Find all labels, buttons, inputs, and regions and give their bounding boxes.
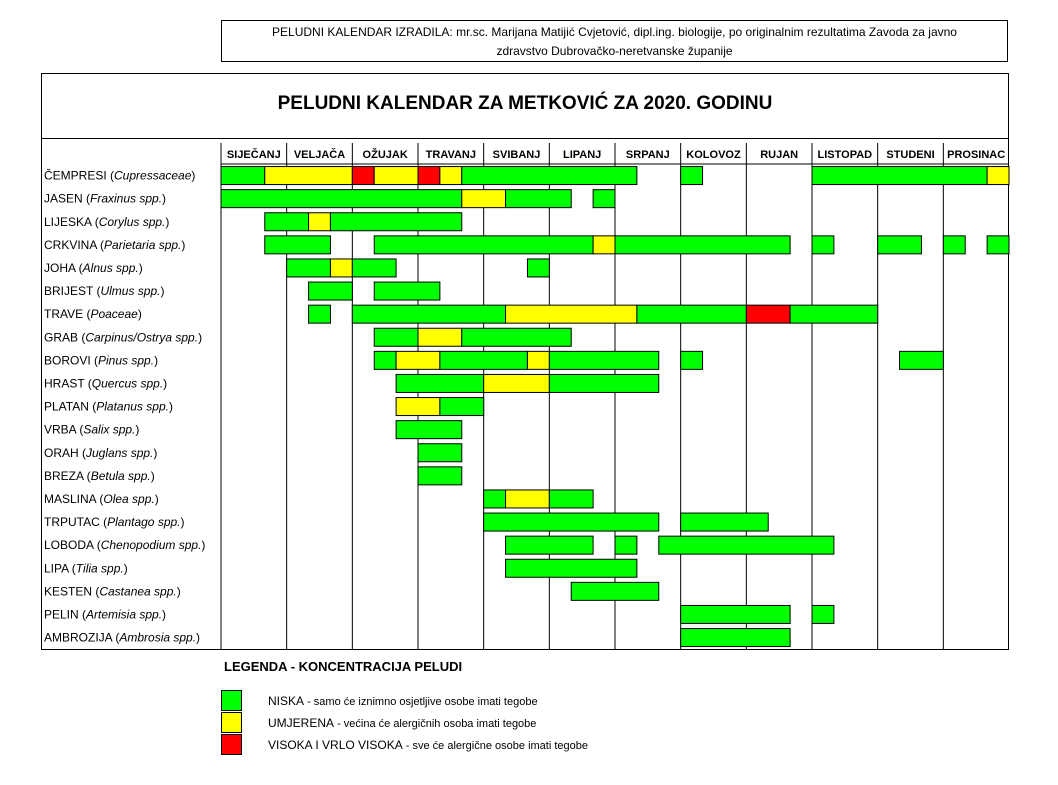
month-label: VELJAČA: [293, 149, 346, 161]
pollen-row-label: VRBA (Salix spp.): [44, 422, 140, 437]
pollen-bar-high: [746, 305, 790, 323]
pollen-row-label: JOHA (Alnus spp.): [44, 260, 143, 275]
pollen-bar-low: [681, 629, 790, 647]
pollen-bar-low: [309, 305, 331, 323]
pollen-bar-low: [352, 259, 396, 277]
pollen-bar-low: [812, 167, 987, 185]
legend-swatch-low: [221, 690, 242, 711]
pollen-bar-low: [462, 167, 637, 185]
month-label: TRAVANJ: [425, 149, 476, 161]
pollen-row-label: BRIJEST (Ulmus spp.): [44, 284, 165, 299]
month-label: KOLOVOZ: [686, 149, 741, 161]
pollen-bar-low: [681, 167, 703, 185]
legend-title: LEGENDA - KONCENTRACIJA PELUDI: [224, 659, 463, 674]
pollen-bar-moderate: [987, 167, 1009, 185]
pollen-row-label: TRAVE (Poaceae): [44, 307, 142, 322]
pollen-bar-low: [812, 605, 834, 623]
legend-item-low: [268, 694, 538, 708]
pollen-row-label: LOBODA (Chenopodium spp.): [44, 538, 206, 553]
pollen-bar-moderate: [527, 351, 549, 369]
pollen-bar-low: [418, 467, 462, 485]
pollen-bar-high: [352, 167, 374, 185]
pollen-bar-low: [440, 398, 484, 416]
legend-label-moderate: UMJERENA: [268, 716, 335, 730]
pollen-bar-low: [287, 259, 331, 277]
pollen-bar-low: [812, 236, 834, 254]
pollen-bar-low: [396, 421, 462, 439]
pollen-row-label: BOROVI (Pinus spp.): [44, 353, 159, 368]
pollen-bar-low: [221, 167, 265, 185]
pollen-bar-low: [615, 536, 637, 554]
legend-item-moderate: [268, 716, 536, 730]
pollen-bar-low: [943, 236, 965, 254]
pollen-row-label: BREZA (Betula spp.): [44, 468, 155, 483]
pollen-row-label: AMBROZIJA (Ambrosia spp.): [44, 630, 201, 645]
pollen-bar-low: [374, 282, 440, 300]
legend-label-low: NISKA: [268, 694, 305, 708]
pollen-bar-low: [549, 351, 658, 369]
pollen-bar-low: [527, 259, 549, 277]
month-label: LISTOPAD: [817, 149, 873, 161]
pollen-bar-moderate: [484, 374, 550, 392]
credit-line-2: zdravstvo Dubrovačko-neretvanske županije: [496, 44, 733, 58]
legend-item-high: [268, 738, 588, 752]
legend-desc-high: - sve će alergične osobe imati tegobe: [402, 740, 588, 752]
pollen-bar-low: [900, 351, 944, 369]
pollen-bar-low: [790, 305, 878, 323]
pollen-bar-moderate: [506, 305, 637, 323]
pollen-bar-moderate: [418, 328, 462, 346]
pollen-bar-moderate: [265, 167, 353, 185]
pollen-bar-low: [681, 513, 769, 531]
pollen-bar-low: [681, 605, 790, 623]
pollen-bar-moderate: [396, 351, 440, 369]
pollen-row-label: HRAST (Quercus spp.): [44, 376, 168, 391]
pollen-row-label: PELIN (Artemisia spp.): [44, 607, 167, 622]
legend-label-high: VISOKA I VRLO VISOKA: [268, 738, 403, 752]
month-label: OŽUJAK: [362, 149, 408, 161]
pollen-bar-moderate: [309, 213, 331, 231]
pollen-bar-moderate: [396, 398, 440, 416]
month-label: PROSINAC: [947, 149, 1006, 161]
pollen-bar-low: [374, 351, 396, 369]
pollen-bar-low: [506, 190, 572, 208]
month-label: STUDENI: [886, 149, 935, 161]
pollen-row-label: CRKVINA (Parietaria spp.): [44, 237, 186, 252]
legend-desc-moderate: - većina će alergičnih osoba imati tegobe: [334, 718, 537, 730]
pollen-row-label: ORAH (Juglans spp.): [44, 445, 158, 460]
pollen-bar-low: [506, 559, 637, 577]
pollen-bar-low: [330, 213, 461, 231]
pollen-bar-moderate: [462, 190, 506, 208]
pollen-bar-low: [878, 236, 922, 254]
pollen-bar-high: [418, 167, 440, 185]
pollen-bar-moderate: [330, 259, 352, 277]
pollen-bar-low: [352, 305, 505, 323]
pollen-bar-low: [265, 236, 331, 254]
credit-line-1: PELUDNI KALENDAR IZRADILA: mr.sc. Marijana Matijić Cvjetović, dipl.ing. biologije, po originalnim rezultatima Zavoda za javno: [272, 25, 957, 39]
pollen-row-label: GRAB (Carpinus/Ostrya spp.): [44, 330, 203, 345]
pollen-row-label: JASEN (Fraxinus spp.): [44, 191, 167, 206]
pollen-bar-low: [593, 190, 615, 208]
pollen-row-label: ČEMPRESI (Cupressaceae): [44, 168, 196, 183]
pollen-bar-low: [659, 536, 834, 554]
pollen-row-label: LIJESKA (Corylus spp.): [44, 214, 170, 229]
pollen-bar-low: [615, 236, 790, 254]
pollen-bar-low: [396, 374, 484, 392]
pollen-bar-low: [265, 213, 309, 231]
pollen-bar-low: [506, 536, 594, 554]
pollen-bar-low: [681, 351, 703, 369]
pollen-bar-low: [571, 582, 659, 600]
pollen-row-label: TRPUTAC (Plantago spp.): [44, 515, 185, 530]
pollen-bar-low: [309, 282, 353, 300]
legend-swatch-high: [221, 734, 242, 755]
pollen-bar-moderate: [374, 167, 418, 185]
pollen-row-label: KESTEN (Castanea spp.): [44, 584, 181, 599]
pollen-bar-low: [418, 444, 462, 462]
pollen-row-label: PLATAN (Platanus spp.): [44, 399, 173, 414]
pollen-bar-low: [462, 328, 571, 346]
pollen-bar-moderate: [440, 167, 462, 185]
pollen-bar-low: [549, 490, 593, 508]
month-label: RUJAN: [760, 149, 799, 161]
pollen-bar-low: [549, 374, 658, 392]
pollen-bar-low: [374, 236, 593, 254]
pollen-bar-low: [221, 190, 462, 208]
pollen-bar-low: [374, 328, 418, 346]
month-label: SRPANJ: [625, 149, 670, 161]
legend-desc-low: - samo će iznimno osjetljive osobe imati tegobe: [304, 696, 538, 708]
pollen-bar-moderate: [593, 236, 615, 254]
pollen-bar-low: [484, 490, 506, 508]
pollen-bar-low: [484, 513, 659, 531]
month-label: LIPANJ: [563, 149, 602, 161]
month-label: SIJEČANJ: [226, 149, 281, 161]
pollen-bar-low: [637, 305, 746, 323]
pollen-row-label: LIPA (Tilia spp.): [44, 561, 128, 576]
month-label: SVIBANJ: [492, 149, 541, 161]
pollen-bar-moderate: [506, 490, 550, 508]
pollen-bar-low: [987, 236, 1009, 254]
chart-title: PELUDNI KALENDAR ZA METKOVIĆ ZA 2020. GODINU: [277, 93, 773, 114]
legend-swatch-moderate: [221, 712, 242, 733]
pollen-bar-low: [440, 351, 528, 369]
pollen-row-label: MASLINA (Olea spp.): [44, 491, 159, 506]
